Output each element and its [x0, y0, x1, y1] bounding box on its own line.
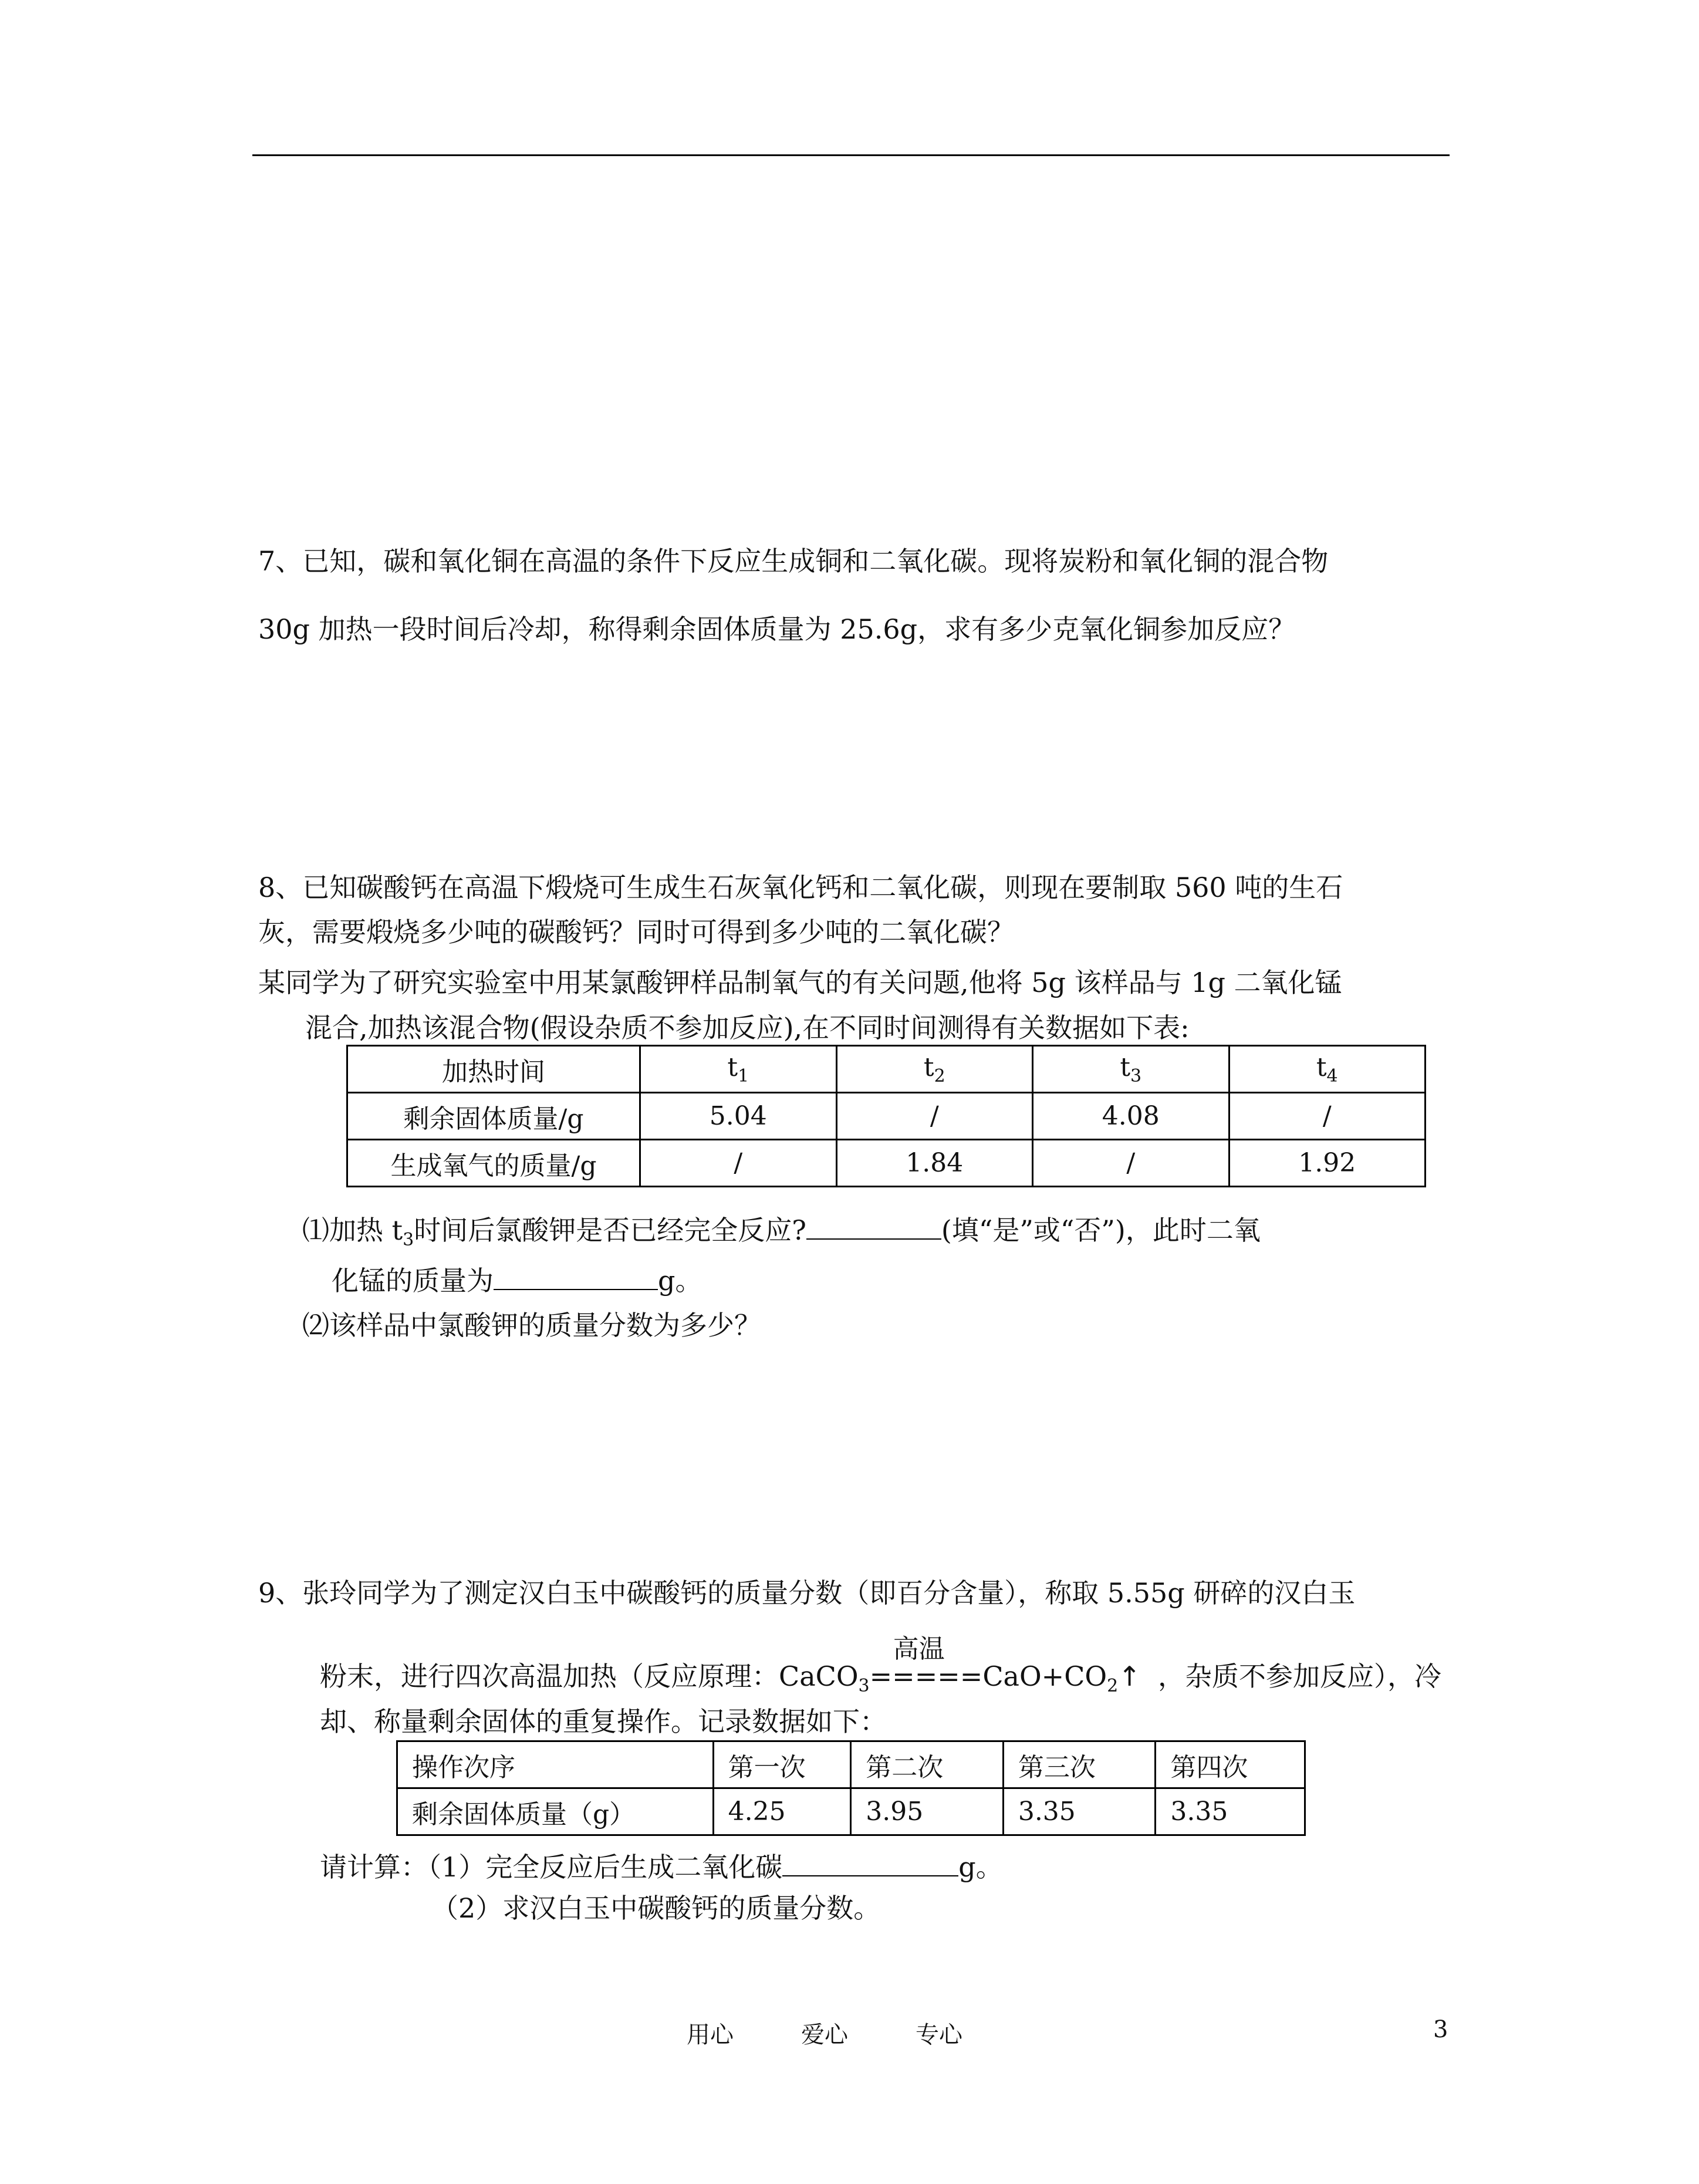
- table-cell: 剩余固体质量（g）: [397, 1788, 714, 1835]
- answer-blank[interactable]: [806, 1215, 941, 1240]
- table-row: [347, 1093, 1426, 1140]
- table-cell: 第二次: [851, 1741, 1004, 1788]
- q7-line2: 30g 加热一段时间后冷却，称得剩余固体质量为 25.6g，求有多少克氧化铜参加反应？: [258, 613, 1296, 645]
- q9-sub2: （2）求汉白玉中碳酸钙的质量分数。: [431, 1892, 881, 1924]
- reaction-condition: 高温 =====: [869, 1634, 983, 1692]
- table-cell: 4.25: [713, 1788, 851, 1835]
- table-cell: 操作次序: [397, 1741, 714, 1788]
- table-cell: $t_1$: [640, 1046, 836, 1093]
- q7-line1: 7、已知，碳和氧化铜在高温的条件下反应生成铜和二氧化碳。现将炭粉和氧化铜的混合物: [258, 545, 1329, 577]
- table-cell: $t_3$: [1033, 1046, 1229, 1093]
- table-row: [397, 1741, 1305, 1788]
- table-cell: /: [640, 1140, 836, 1187]
- table-cell: 3.35: [1003, 1788, 1156, 1835]
- table-cell: /: [1229, 1093, 1426, 1140]
- table-cell: 1.84: [836, 1140, 1032, 1187]
- q8-line4: 混合,加热该混合物(假设杂质不参加反应),在不同时间测得有关数据如下表:: [305, 1012, 1190, 1044]
- table-cell: 第四次: [1156, 1741, 1305, 1788]
- footer-item: 专心: [916, 2021, 962, 2048]
- answer-blank[interactable]: [494, 1265, 658, 1290]
- footer-item: 用心: [687, 2021, 734, 2048]
- page-number: 3: [1433, 2016, 1448, 2043]
- q9-sub1: 请计算：（1）完全反应后生成二氧化碳 g。: [320, 1851, 1003, 1883]
- table-row: [397, 1788, 1305, 1835]
- table-cell: $t_4$: [1229, 1046, 1426, 1093]
- table-cell: 5.04: [640, 1093, 836, 1140]
- gas-arrow-icon: ↑: [1118, 1660, 1141, 1692]
- heating-data-table: [346, 1045, 1426, 1187]
- q9-line1: 9、张玲同学为了测定汉白玉中碳酸钙的质量分数（即百分含量），称取 5.55g 研碎的汉白玉: [258, 1577, 1356, 1609]
- q8-sub1-line2: 化锰的质量为 g。: [332, 1265, 702, 1297]
- table-cell: 1.92: [1229, 1140, 1426, 1187]
- q9-line3: 却、称量剩余固体的重复操作。记录数据如下：: [320, 1706, 887, 1737]
- table-cell: 生成氧气的质量/g: [347, 1140, 640, 1187]
- table-cell: $t_2$: [836, 1046, 1032, 1093]
- table-cell: /: [1033, 1140, 1229, 1187]
- table-row: [347, 1046, 1426, 1093]
- answer-blank[interactable]: [782, 1852, 958, 1876]
- table-cell: 剩余固体质量/g: [347, 1093, 640, 1140]
- footer-item: 爱心: [801, 2021, 848, 2048]
- q8-line1: 8、已知碳酸钙在高温下煅烧可生成生石灰氧化钙和二氧化碳，则现在要制取 560 吨的生石: [258, 872, 1343, 903]
- table-cell: /: [836, 1093, 1032, 1140]
- table-cell: 3.95: [851, 1788, 1004, 1835]
- header-rule: [252, 154, 1450, 156]
- q8-line3: 某同学为了研究实验室中用某氯酸钾样品制氧气的有关问题,他将 5g 该样品与 1g 二氧化锰: [258, 967, 1342, 998]
- table-cell: 第一次: [713, 1741, 851, 1788]
- table-cell: 第三次: [1003, 1741, 1156, 1788]
- q9-line2: 粉末，进行四次高温加热（反应原理：CaCO$_3$ 高温 $=====CaO+CO_2↑$ ，杂质不参加反应），冷: [320, 1634, 1442, 1696]
- q8-sub2: ⑵该样品中氯酸钾的质量分数为多少？: [302, 1309, 761, 1341]
- heating-record-table: [396, 1740, 1306, 1836]
- table-cell: 3.35: [1156, 1788, 1305, 1835]
- table-cell: 加热时间: [347, 1046, 640, 1093]
- table-cell: 4.08: [1033, 1093, 1229, 1140]
- table-row: [347, 1140, 1426, 1187]
- q8-line2: 灰，需要煅烧多少吨的碳酸钙？同时可得到多少吨的二氧化碳？: [258, 916, 1014, 948]
- q8-sub1-line1: ⑴加热 $t_3$时间后氯酸钾是否已经完全反应? (填“是”或“否”)，此时二氧: [302, 1214, 1261, 1250]
